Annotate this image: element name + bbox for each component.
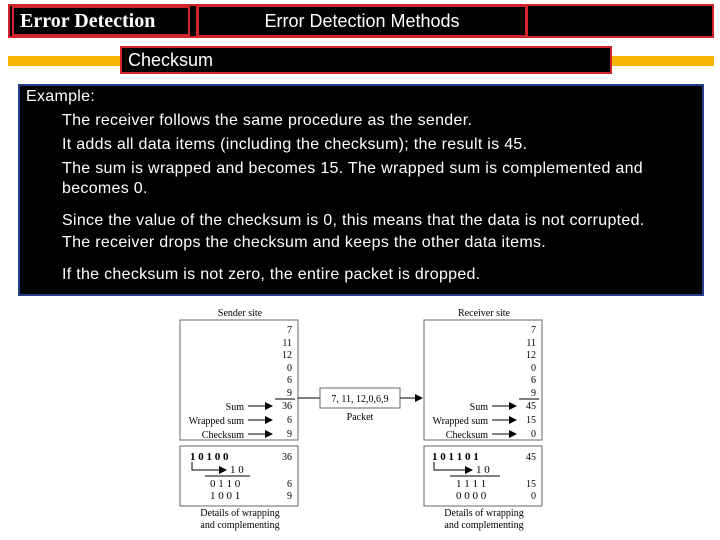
- page-title: Error Detection: [12, 6, 190, 36]
- sender-label: Sum: [225, 402, 244, 413]
- example-line: If the checksum is not zero, the entire packet is dropped.: [62, 266, 481, 283]
- example-line: The sum is wrapped and becomes 15. The wrapped sum is complemented and: [62, 160, 644, 177]
- sender-details: Details of wrapping: [200, 508, 280, 519]
- receiver-label: Checksum: [445, 430, 488, 441]
- receiver-label: Sum: [469, 402, 488, 413]
- receiver-title: Receiver site: [458, 308, 510, 319]
- sender-value: 9: [287, 429, 292, 440]
- section-title: Error Detection Methods: [196, 4, 528, 38]
- sender-value: 12: [282, 350, 292, 361]
- example-line: It adds all data items (including the checksum); the result is 45.: [62, 136, 528, 153]
- packet-data: 7, 11, 12,0,6,9: [331, 394, 389, 405]
- receiver-value: 12: [526, 350, 536, 361]
- receiver-value: 0: [531, 363, 536, 374]
- receiver-calc-value: 15: [526, 479, 536, 490]
- sender-calc-value: 36: [282, 452, 292, 463]
- sender-value: 11: [282, 338, 292, 349]
- sender-calc-row: 0 1 1 0: [210, 478, 241, 490]
- example-label: Example:: [26, 88, 96, 105]
- receiver-value: 7: [531, 325, 536, 336]
- sender-calc-row: 1 0 1 0 0: [190, 451, 229, 463]
- receiver-details: Details of wrapping: [444, 508, 524, 519]
- sender-value: 0: [287, 363, 292, 374]
- receiver-calc-row: 0 0 0 0: [456, 490, 487, 502]
- receiver-value: 45: [526, 401, 536, 412]
- example-line: becomes 0.: [62, 180, 148, 197]
- receiver-value: 11: [526, 338, 536, 349]
- receiver-value: 6: [531, 375, 536, 386]
- sender-calc-value: 9: [287, 491, 292, 502]
- receiver-value: 0: [531, 429, 536, 440]
- subtitle: Checksum: [120, 46, 612, 74]
- sender-value: 6: [287, 375, 292, 386]
- sender-value: 6: [287, 415, 292, 426]
- example-line: The receiver follows the same procedure as the sender.: [62, 112, 473, 129]
- receiver-value: 9: [531, 388, 536, 399]
- wrap-arrow-icon: [192, 462, 226, 470]
- wrap-arrow-icon: [434, 462, 472, 470]
- receiver-value: 15: [526, 415, 536, 426]
- sender-label: Wrapped sum: [188, 416, 244, 427]
- sender-title: Sender site: [217, 308, 263, 319]
- example-line: Since the value of the checksum is 0, this means that the data is not corrupted.: [62, 212, 645, 229]
- receiver-calc-row: 1 0: [476, 464, 490, 476]
- receiver-label: Wrapped sum: [432, 416, 488, 427]
- example-line: The receiver drops the checksum and keeps the other data items.: [62, 234, 547, 251]
- receiver-calc-value: 45: [526, 452, 536, 463]
- receiver-calc-row: 1 1 1 1: [456, 478, 487, 490]
- receiver-details: and complementing: [444, 520, 524, 531]
- sender-value: 9: [287, 388, 292, 399]
- receiver-calc-row: 1 0 1 1 0 1: [432, 451, 479, 463]
- sender-label: Checksum: [201, 430, 244, 441]
- sender-calc-row: 1 0: [230, 464, 244, 476]
- sender-calc-value: 6: [287, 479, 292, 490]
- packet-label: Packet: [346, 412, 374, 423]
- sender-details: and complementing: [200, 520, 280, 531]
- sender-value: 7: [287, 325, 292, 336]
- sender-value: 36: [282, 401, 292, 412]
- sender-calc-row: 1 0 0 1: [210, 490, 241, 502]
- receiver-calc-value: 0: [531, 491, 536, 502]
